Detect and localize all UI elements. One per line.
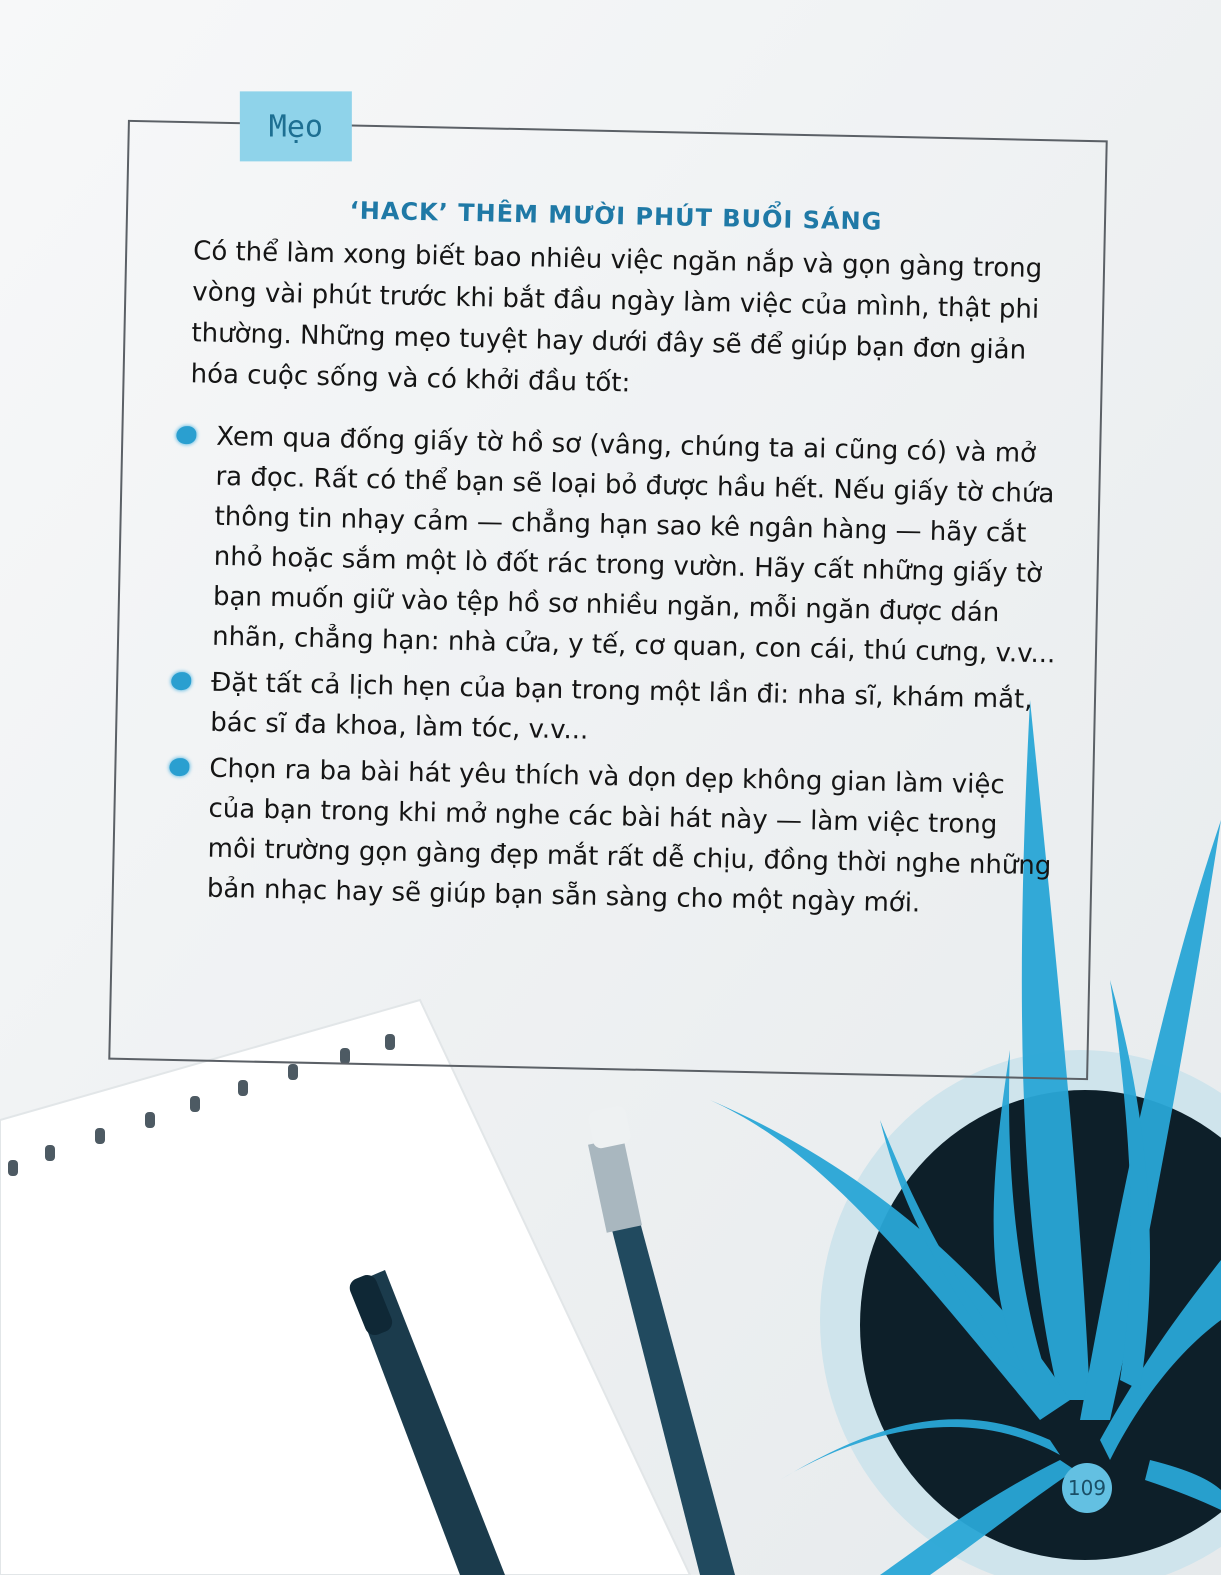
tip-title: ‘HACK’ THÊM MƯỜI PHÚT BUỔI SÁNG — [349, 196, 883, 236]
tip-tag — [240, 91, 352, 161]
list-item — [170, 662, 1056, 761]
list-item — [166, 748, 1054, 926]
list-item-text: Đặt tất cả lịch hẹn của bạn trong một lần đi: nha sĩ, khám mắt, bác sĩ đa khoa, làm tóc, v.v... — [210, 667, 1033, 746]
bullet-icon — [171, 672, 191, 690]
list-item — [172, 416, 1062, 674]
bullet-icon — [176, 426, 196, 444]
list-item-text: Xem qua đống giấy tờ hồ sơ (vâng, chúng ta ai cũng có) và mở ra đọc. Rất có thể bạn sẽ loại bỏ được hầu hết. Nếu giấy tờ chứa thông tin nhạy cảm — chẳng hạn sao kê ngân hàng — hãy cắt nhỏ hoặc sắm một lò đốt rác trong vườn. Hãy cất những giấy tờ bạn muốn giữ vào tệp hồ sơ nhiều ngăn, mỗi ngăn được dán nhãn, chẳng hạn: nhà cửa, y tế, cơ quan, con cái, thú cưng, v.v... — [211, 421, 1056, 670]
tip-card — [108, 108, 1107, 1080]
list-item-text: Chọn ra ba bài hát yêu thích và dọn dẹp không gian làm việc của bạn trong khi mở nghe các bài hát này — làm việc trong môi trường gọn gàng đẹp mắt rất dễ chịu, đồng thời nghe những bản nhạc hay sẽ giúp bạn sẵn sàng cho một ngày mới. — [206, 753, 1052, 919]
tip-intro: Có thể làm xong biết bao nhiêu việc ngăn nắp và gọn gàng trong vòng vài phút trước khi bắt đầu ngày làm việc của mình, thật phi thường. Những mẹo tuyệt hay dưới đây sẽ để giúp bạn đơn giản hóa cuộc sống và có khởi đầu tốt: — [190, 236, 1043, 399]
tip-list — [166, 416, 1061, 932]
bullet-icon — [169, 758, 189, 776]
page-number: 109 — [1062, 1463, 1112, 1513]
tip-tag-label: Mẹo — [268, 108, 323, 144]
